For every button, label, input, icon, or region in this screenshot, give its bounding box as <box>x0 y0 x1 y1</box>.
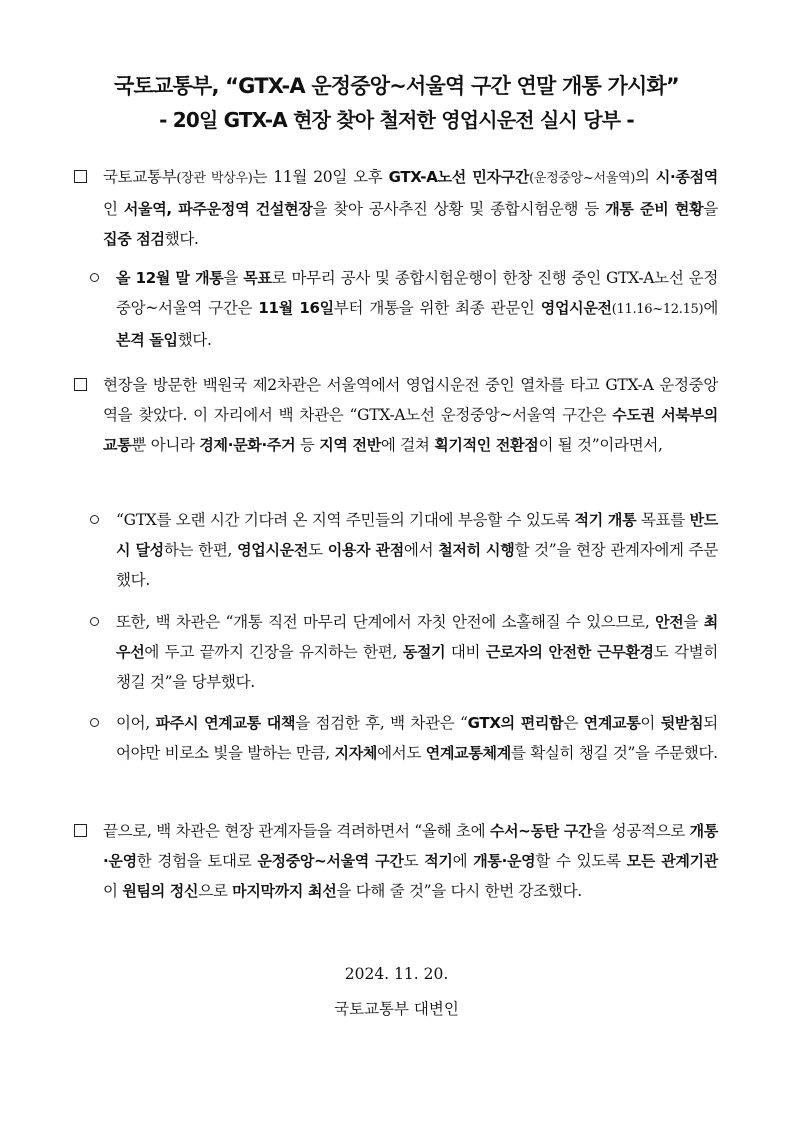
text: 현장을 방문한 백원국 제2차관은 서울역에서 영업시운전 중인 열차를 타고 GTX-A 운정중앙역을 찾았다. 이 자리에서 백 차관은 “GTX-A노선 운정중앙~서울역 구간은 <box>103 376 718 424</box>
text: 국토교통부 <box>103 168 177 186</box>
bold-text: 반드시 달성 <box>116 511 718 559</box>
text: 에서 <box>403 541 439 559</box>
text: 할 것”을 현장 관계자에게 주문했다. <box>116 541 718 589</box>
text: 했다. <box>164 230 199 248</box>
text: (운정중앙~서울역) <box>529 171 636 186</box>
press-release-title: 국토교통부, “GTX-A 운정중앙~서울역 구간 연말 개통 가시화” <box>114 74 679 98</box>
bold-text: 마지막까지 최선 <box>232 882 337 900</box>
bold-text: 최우선 <box>116 613 718 661</box>
bold-text: 수서~동탄 구간 <box>489 822 593 840</box>
text: 했다. <box>177 331 212 349</box>
square-bullet-icon <box>74 170 87 183</box>
bold-text: 개통·운영 <box>103 822 719 870</box>
bold-text: 파주시 연계교통 대책 <box>155 714 296 732</box>
paragraph-2 <box>103 370 718 460</box>
text: “GTX를 오랜 시간 기다려 온 지역 주민들의 기대에 부응할 수 있도록 <box>116 511 575 529</box>
bold-text: 철저히 시행 <box>438 541 515 559</box>
text: 을 다해 줄 것”을 다시 한번 강조했다. <box>336 882 582 900</box>
circle-bullet-icon <box>90 273 99 282</box>
text: 또한, 백 차관은 “개통 직전 마무리 단계에서 자칫 안전에 소홀해질 수 있으므로, <box>116 613 656 631</box>
text: 이 <box>640 714 661 732</box>
text: 는 11월 20일 오후 <box>252 168 389 186</box>
text: 뿐 아니라 <box>131 436 200 454</box>
text: 목표를 <box>636 511 690 529</box>
text: 등 <box>295 436 320 454</box>
text: 한 경험을 토대로 <box>136 852 258 870</box>
text: 인 <box>103 200 124 218</box>
bold-text: 모든 관계기관 <box>626 852 718 870</box>
paragraph-2c <box>116 708 718 768</box>
text: 에 <box>452 852 474 870</box>
text: 에 두고 끝까지 긴장을 유지하는 한편, <box>144 643 403 661</box>
text: 할 수 있도록 <box>535 852 627 870</box>
text: 을 <box>683 613 704 631</box>
press-release-subtitle: - 20일 GTX-A 현장 찾아 철저한 영업시운전 실시 당부 - <box>159 108 634 132</box>
text: 를 확실히 챙길 것”을 주문했다. <box>510 744 718 762</box>
paragraph-1 <box>103 162 718 254</box>
text: 되어야만 비로소 빛을 발하는 만큼, <box>116 714 718 762</box>
text: 을 <box>703 200 718 218</box>
bold-text: 근로자의 안전한 근무환경 <box>485 643 654 661</box>
text: 이어, <box>116 714 156 732</box>
text: 도 각별히 챙길 것”을 당부했다. <box>116 643 718 691</box>
circle-bullet-icon <box>90 515 99 524</box>
text: 대비 <box>445 643 486 661</box>
bold-text: 뒷받침 <box>660 714 704 732</box>
paragraph-2a <box>116 505 718 595</box>
text: 을 성공적으로 <box>592 822 690 840</box>
bold-text: 영업시운전 <box>237 541 309 559</box>
bold-text: GTX-A노선 민자구간 <box>388 168 530 186</box>
text: 을 찾아 공사추진 상황 및 종합시험운행 등 <box>312 200 606 218</box>
bold-text: 지역 전반 <box>319 436 381 454</box>
circle-bullet-icon <box>90 617 99 626</box>
text: 을 <box>223 269 244 287</box>
text: 으로 <box>198 882 233 900</box>
bold-text: 안전 <box>655 613 684 631</box>
bold-text: 영업시운전 <box>540 299 612 317</box>
paragraph-2b <box>116 607 718 697</box>
text: 이 <box>103 882 123 900</box>
bold-text: 수도권 서북부의 교통 <box>103 406 718 454</box>
bold-text: 시·종점역 <box>655 168 718 186</box>
bold-text: 개통 준비 현황 <box>605 200 704 218</box>
square-bullet-icon <box>74 824 87 837</box>
text: (장관 박상우) <box>176 171 253 186</box>
release-date: 2024. 11. 20. <box>344 965 449 983</box>
bold-text: 적기 개통 <box>574 511 637 529</box>
bold-text: 본격 돌입 <box>116 331 178 349</box>
text: 도 <box>308 541 328 559</box>
bold-text: 획기적인 전환점 <box>434 436 539 454</box>
bold-text: 원팀의 정신 <box>122 882 199 900</box>
text: 하는 한편, <box>163 541 238 559</box>
bold-text: 동절기 <box>402 643 446 661</box>
text: 부터 개통을 위한 최종 관문인 <box>333 299 541 317</box>
text: 을 점검한 후, 백 차관은 “ <box>295 714 468 732</box>
bold-text: 운정중앙~서울역 구간 <box>257 852 404 870</box>
text: (11.16~12.15) <box>611 302 704 317</box>
bold-text: 연계교통 <box>583 714 641 732</box>
paragraph-3 <box>103 816 718 906</box>
text: 도 <box>403 852 425 870</box>
bold-text: GTX의 편리함 <box>467 714 564 732</box>
bold-text: 서울역, 파주운정역 건설현장 <box>123 200 313 218</box>
issuer: 국토교통부 대변인 <box>334 1000 459 1018</box>
square-bullet-icon <box>74 378 87 391</box>
text: 의 <box>635 168 656 186</box>
text: 이 될 것”이라면서, <box>538 436 663 454</box>
text: 에서도 <box>377 744 426 762</box>
bold-text: 이용자 관점 <box>327 541 404 559</box>
paragraph-1a <box>116 263 718 355</box>
bold-text: 개통·운영 <box>473 852 536 870</box>
bold-text: 11월 16일 <box>258 299 334 317</box>
bold-text: 지자체 <box>334 744 378 762</box>
bold-text: 목표 <box>243 269 272 287</box>
bold-text: 연계교통체계 <box>425 744 511 762</box>
bold-text: 경제·문화·주거 <box>199 436 296 454</box>
circle-bullet-icon <box>90 718 99 727</box>
text: 끝으로, 백 차관은 현장 관계자들을 격려하면서 “올해 초에 <box>103 822 490 840</box>
bold-text: 올 12월 말 개통 <box>116 269 224 287</box>
bold-text: 적기 <box>424 852 453 870</box>
bold-text: 집중 점검 <box>103 230 165 248</box>
text: 에 <box>703 299 718 317</box>
text: 로 마무리 공사 및 종합시험운행이 한창 진행 중인 GTX-A노선 운정중앙~서울역 구간은 <box>116 269 718 317</box>
text: 은 <box>563 714 584 732</box>
text: 에 걸쳐 <box>380 436 435 454</box>
